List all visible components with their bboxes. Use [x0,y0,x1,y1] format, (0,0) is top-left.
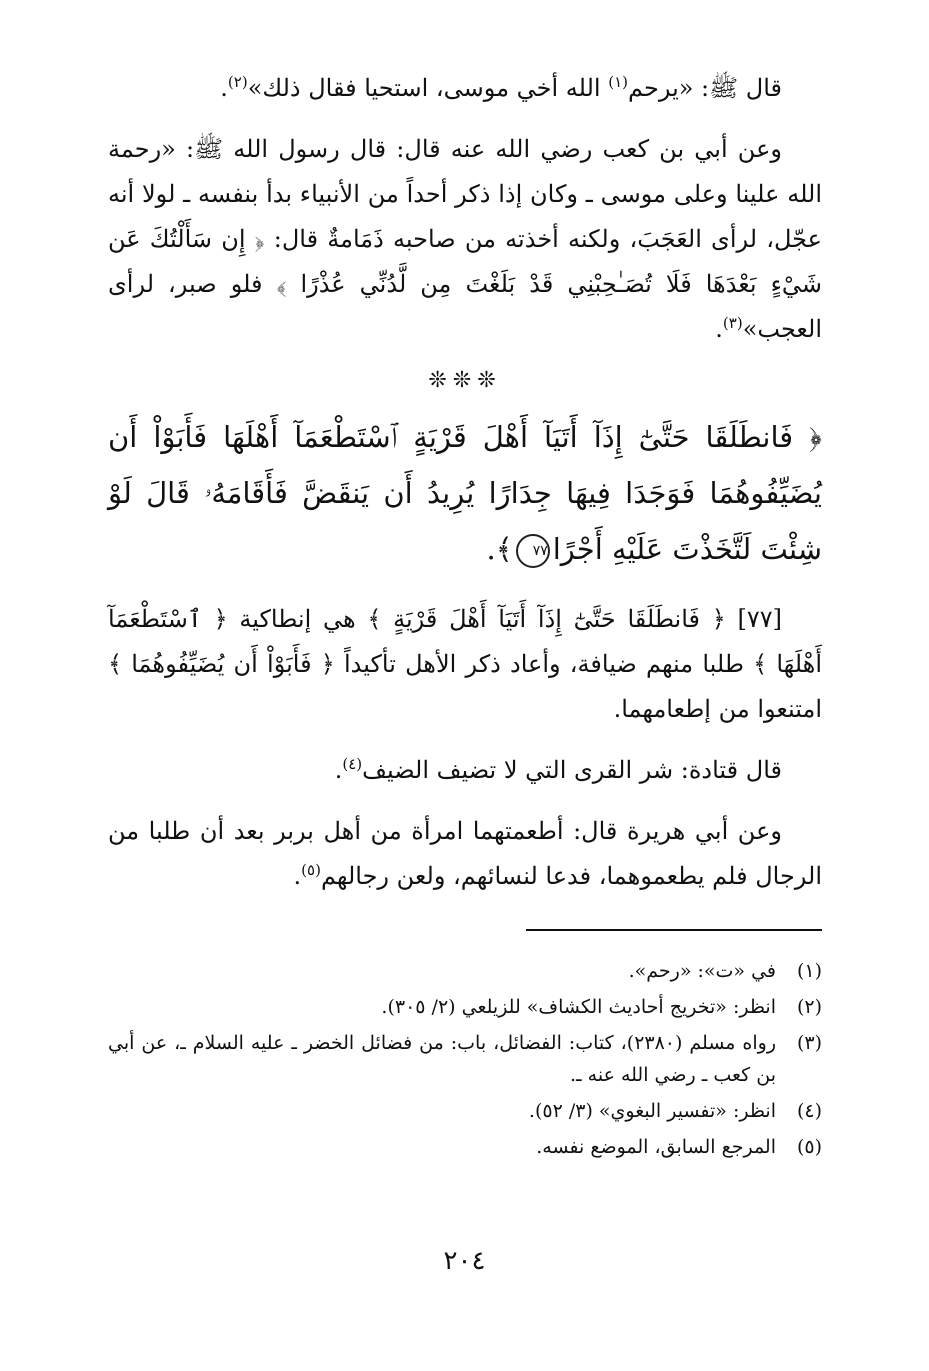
footnote-text: انظر: «تفسير البغوي» (٣/ ٥٢). [528,1100,776,1122]
paragraph-2-end: . [715,315,723,343]
footnote-number: (٥) [796,1136,822,1158]
paragraph-2-text: وعن أبي بن كعب رضي الله عنه قال: قال رسول الله ﷺ: «رحمة الله علينا وعلى موسى ـ وكان إذا ذكر أحداً من الأنبياء بدأ بنفسه ـ لولا أنه عجّل، لرأى العَجَبَ، ولكنه أخذته من صاحبه ذَمَامةٌ قال: ﴿ إِن سَأَلْتُكَ عَن شَيْءٍ بَعْدَهَا فَلَا تُصَـٰحِبْنِي قَدْ بَلَغْتَ مِن لَّدُنِّي عُذْرًا ﴾ فلو صبر، لرأى العجب» [108,135,822,343]
footnote-ref-5[interactable]: (٥) [301,861,321,879]
quran-verse-end: ﴾. [486,532,513,566]
footnote-5 [108,1131,822,1163]
footnote-ref-4[interactable]: (٤) [342,755,363,773]
paragraph-5-end: . [293,862,302,890]
section-separator: ❊❊❊ [428,368,502,393]
paragraph-4-text: قال قتادة: شر القرى التي لا تضيف الضيف [362,756,782,784]
footnote-ref-2[interactable]: (٢) [227,73,248,91]
paragraph-2 [108,127,822,352]
paragraph-3: [٧٧] ﴿ فَانطَلَقَا حَتَّىٰٓ إِذَآ أَتَيَآ أَهْلَ قَرْيَةٍ ﴾ هي إنطاكية ﴿ ٱسْتَطْعَمَآ أَهْلَهَا ﴾ طلبا منهم ضيافة، وأعاد ذكر الأهل تأكيداً ﴿ فَأَبَوْاْ أَن يُضَيِّفُوهُمَا ﴾ امتنعوا من إطعامهما. [108,605,822,723]
footnote-divider [526,929,822,931]
footnote-1 [108,955,822,987]
quran-verse-text: ﴿ فَانطَلَقَا حَتَّىٰٓ إِذَآ أَتَيَآ أَهْلَ قَرْيَةٍ ٱسْتَطْعَمَآ أَهْلَهَا فَأَبَوْاْ أَن يُضَيِّفُوهُمَا فَوَجَدَا فِيهَا جِدَارًا يُرِيدُ أَن يَنقَضَّ فَأَقَامَهُۥ قَالَ لَوْ شِئْتَ لَتَّخَذْتَ عَلَيْهِ أَجْرًا [108,420,822,566]
footnote-number: (٤) [796,1100,822,1122]
footnote-2 [108,991,822,1023]
footnote-text: انظر: «تخريج أحاديث الكشاف» للزيلعي (٢/ ٣٠٥). [381,996,776,1018]
footnote-3 [108,1027,822,1091]
footnote-number: (٣) [796,1032,822,1054]
footnote-text: المرجع السابق، الموضع نفسه. [536,1136,776,1158]
paragraph-4 [108,748,822,793]
paragraph-1-text: قال ﷺ: «يرحم [628,74,782,102]
paragraph-5-text: وعن أبي هريرة قال: أطعمتهما امرأة من أهل بربر بعد أن طلبا من الرجال فلم يطعموهما، فدعا لنسائهم، ولعن رجالهم [108,817,822,890]
ayah-number-marker: ٧٧ [516,534,550,568]
footnote-number: (١) [796,960,822,982]
footnote-number: (٢) [796,996,822,1018]
footnote-ref-1[interactable]: (١) [608,73,629,91]
footnote-4 [108,1095,822,1127]
paragraph-1-end: . [220,74,228,102]
footnote-text: في «ت»: «رحم». [628,960,776,982]
paragraph-1 [108,66,822,111]
footnote-ref-3[interactable]: (٣) [722,314,743,332]
footnote-text: رواه مسلم (٢٣٨٠)، كتاب: الفضائل، باب: من فضائل الخضر ـ عليه السلام ـ، عن أبي بن كعب ـ رضي الله عنه ـ. [108,1032,777,1086]
footnotes [108,955,822,1163]
paragraph-4-end: . [334,756,343,784]
paragraph-1-text-b: الله أخي موسى، استحيا فقال ذلك» [247,74,609,102]
page-content [108,66,822,1167]
page-number: ٢٠٤ [443,1246,486,1276]
paragraph-5 [108,809,822,899]
quran-verse [108,409,822,577]
